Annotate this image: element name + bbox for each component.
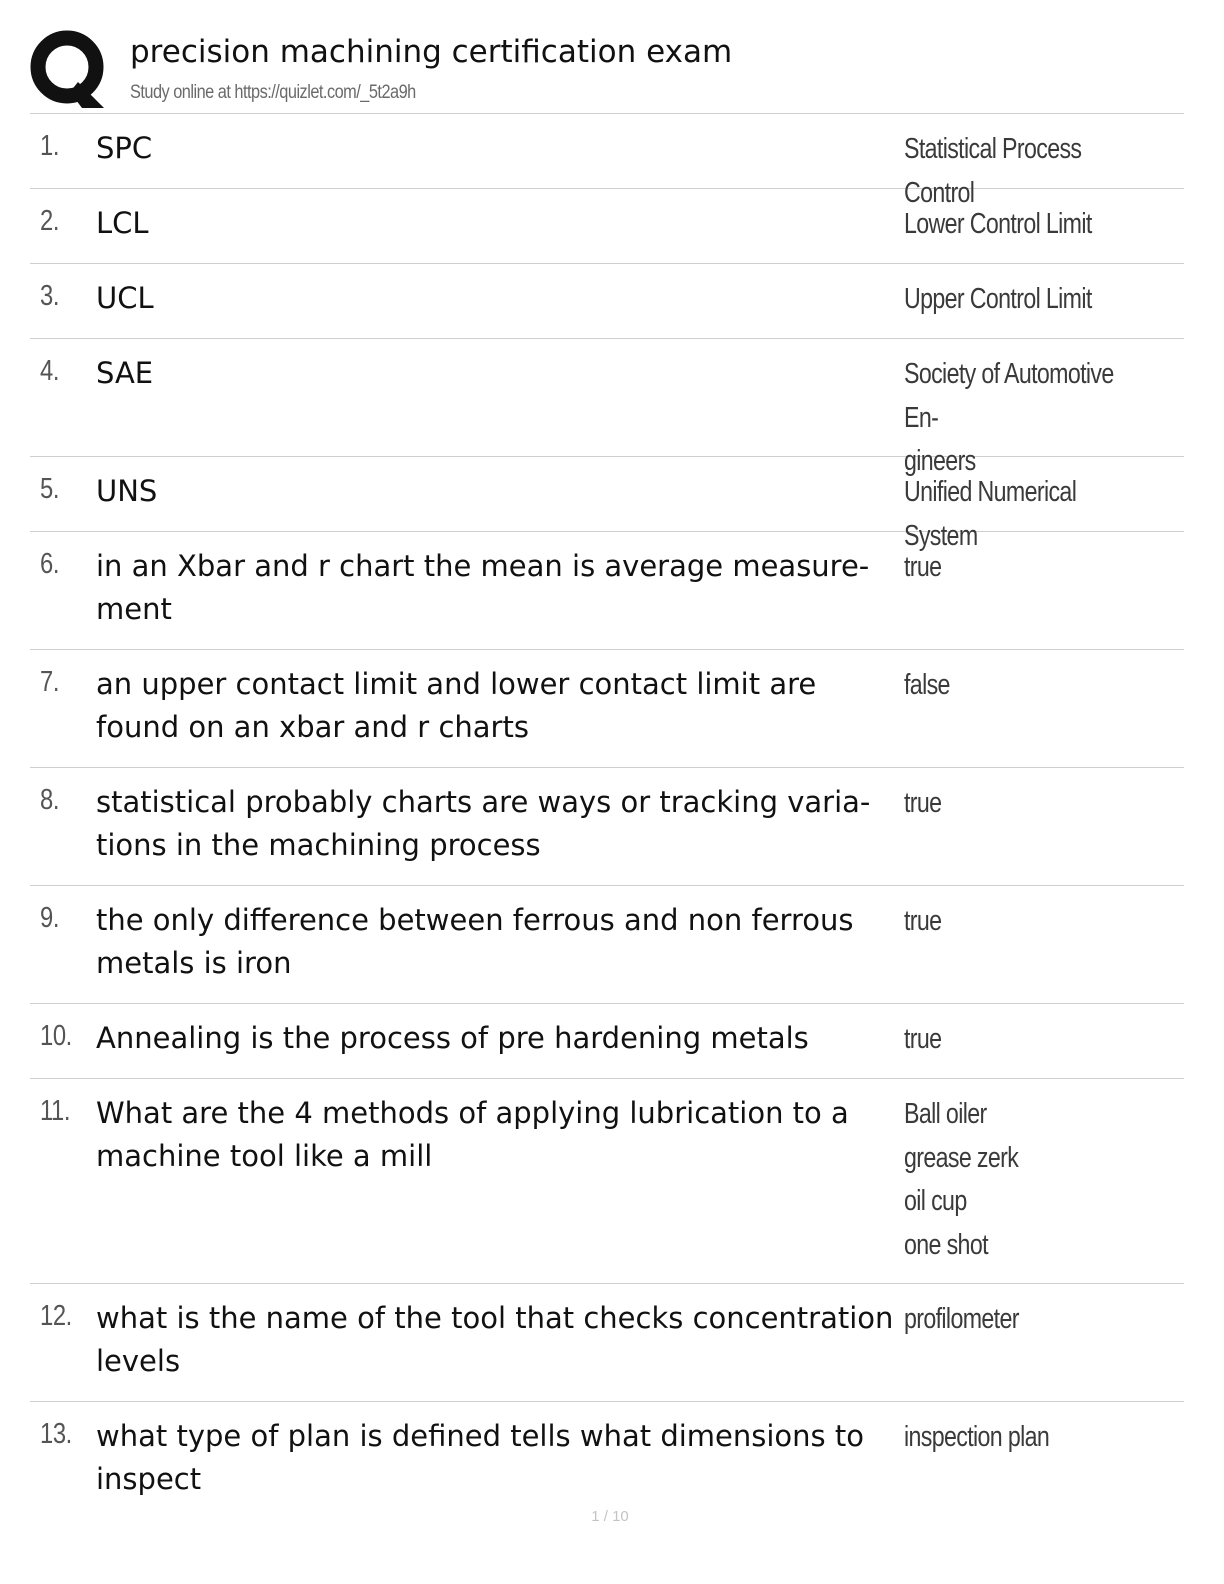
card-definition: profilometer: [904, 1303, 1019, 1335]
card-term: LCL: [96, 206, 149, 240]
card-number: 9.: [40, 902, 60, 934]
card-number: 7.: [40, 666, 60, 698]
flashcard-row: [30, 1284, 1184, 1402]
flashcard-row: [30, 114, 1184, 209]
card-term: UCL: [96, 281, 154, 315]
card-number: 1.: [40, 130, 60, 162]
card-term: What are the 4 methods of applying lubrication to a machine tool like a mill: [96, 1096, 849, 1173]
card-definition: true: [904, 551, 942, 583]
card-number: 10.: [40, 1020, 72, 1052]
card-definition: true: [904, 905, 942, 937]
flashcard-row: [30, 532, 1184, 650]
card-number: 2.: [40, 205, 60, 237]
card-definition: inspection plan: [904, 1421, 1050, 1453]
card-term: UNS: [96, 474, 158, 508]
flashcard-row: [30, 886, 1184, 1004]
flashcard-row: [30, 650, 1184, 768]
flashcard-row: [30, 768, 1184, 886]
study-online-link[interactable]: Study online at https://quizlet.com/_5t2a9h: [130, 82, 416, 103]
card-definition: Statistical Process Control: [904, 133, 1082, 209]
flashcard-list: [30, 114, 1184, 1512]
card-term: the only difference between ferrous and non ferrous metals is iron: [96, 903, 854, 980]
flashcard-row: [30, 457, 1184, 552]
flashcard-row: [30, 1004, 1184, 1079]
card-term: what type of plan is defined tells what dimensions to inspect: [96, 1419, 864, 1496]
quizlet-q-logo-icon: [30, 30, 108, 108]
card-definition: Unified Numerical System: [904, 476, 1077, 552]
card-definition: true: [904, 787, 942, 819]
card-definition: Lower Control Limit: [904, 208, 1092, 240]
card-definition: Upper Control Limit: [904, 283, 1092, 315]
flashcard-row: [30, 189, 1184, 264]
card-number: 6.: [40, 548, 60, 580]
card-number: 8.: [40, 784, 60, 816]
flashcard-row: [30, 1402, 1184, 1512]
flashcard-row: [30, 264, 1184, 339]
card-number: 11.: [40, 1095, 71, 1127]
card-definition: Ball oiler grease zerk oil cup one shot: [904, 1098, 1019, 1261]
page-header: [30, 26, 1184, 114]
card-term: Annealing is the process of pre hardening metals: [96, 1021, 809, 1055]
card-definition: false: [904, 669, 950, 701]
card-number: 4.: [40, 355, 60, 387]
flashcard-row: [30, 339, 1184, 477]
card-number: 3.: [40, 280, 60, 312]
flashcard-row: [30, 1079, 1184, 1284]
card-number: 13.: [40, 1418, 72, 1450]
card-definition: true: [904, 1023, 942, 1055]
card-term: SAE: [96, 356, 154, 390]
card-term: in an Xbar and r chart the mean is average measure- ment: [96, 549, 870, 626]
card-definition: Society of Automotive En- gineers: [904, 358, 1114, 477]
card-term: statistical probably charts are ways or tracking varia- tions in the machining process: [96, 785, 871, 862]
page-number: 1 / 10: [591, 1508, 629, 1525]
card-term: SPC: [96, 131, 153, 165]
card-term: an upper contact limit and lower contact limit are found on an xbar and r charts: [96, 667, 817, 744]
page-title: precision machining certification exam: [130, 34, 733, 70]
card-term: what is the name of the tool that checks concentration levels: [96, 1301, 894, 1378]
card-number: 12.: [40, 1300, 72, 1332]
card-number: 5.: [40, 473, 60, 505]
